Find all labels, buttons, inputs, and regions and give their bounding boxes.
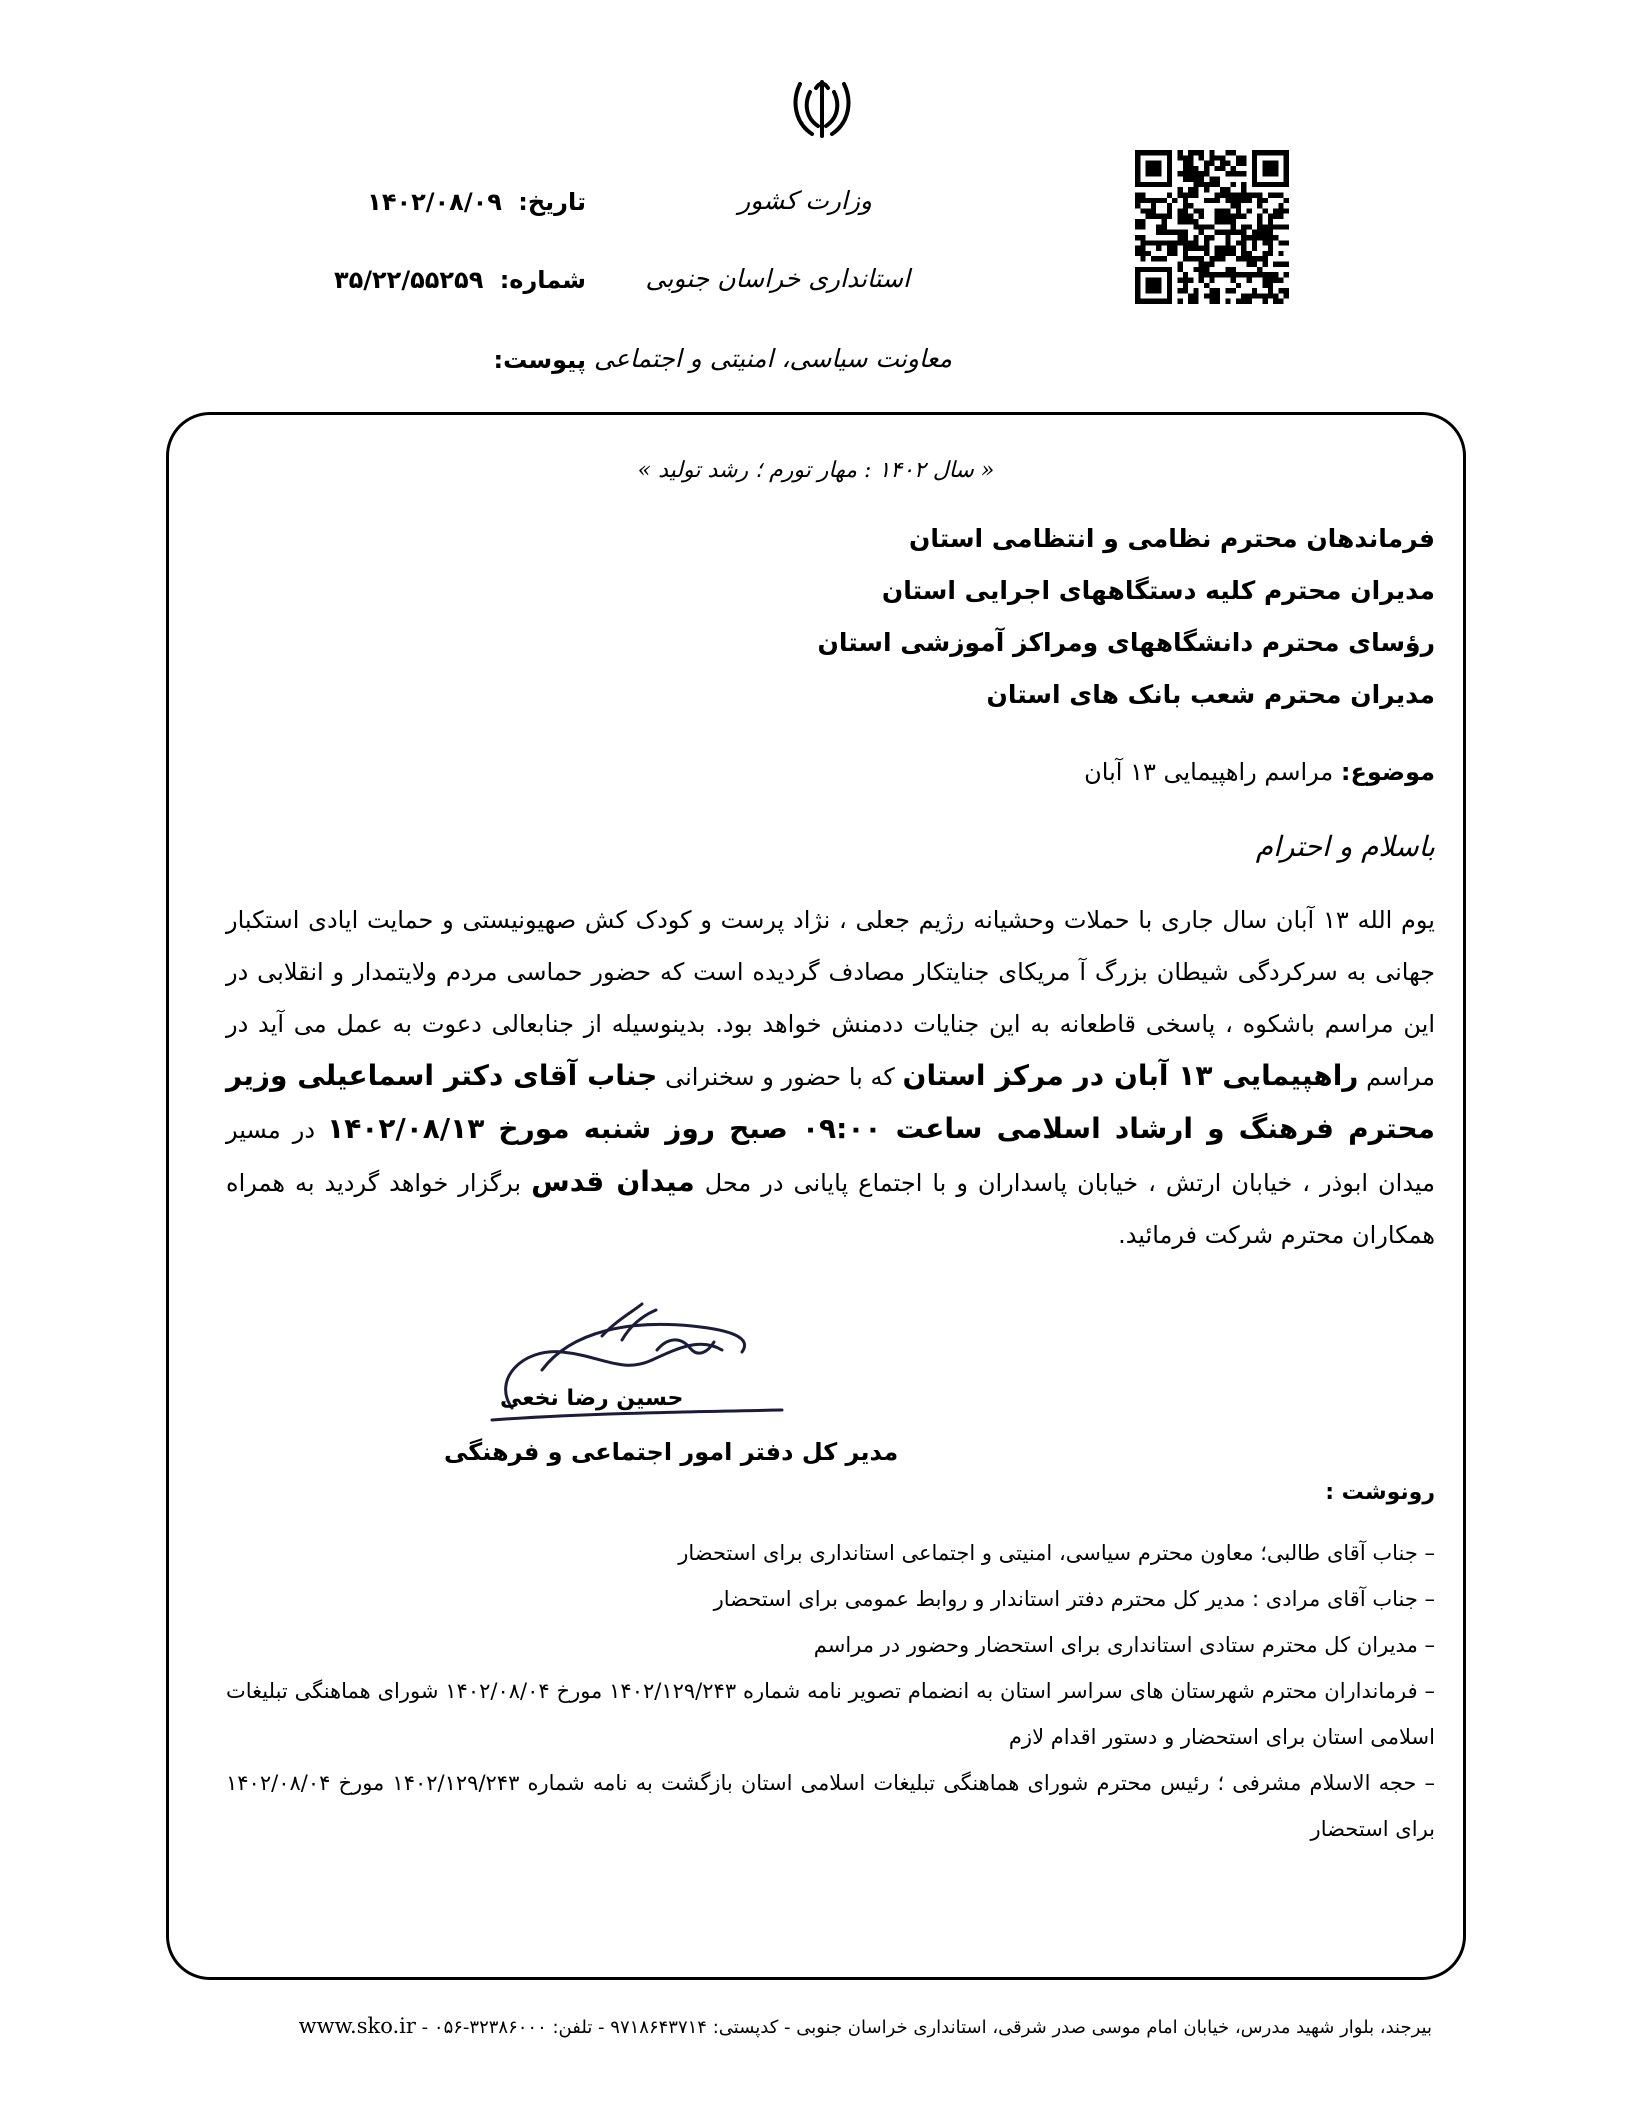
qr-code [1132, 150, 1292, 304]
date-value: ۱۴۰۲/۰۸/۰۹ [367, 188, 502, 216]
number-label: شماره: [499, 266, 586, 294]
governorate-name: استانداری خراسان جنوبی [645, 264, 910, 293]
footer [299, 2014, 1432, 2038]
attachment-field [486, 346, 586, 374]
footer-address: بیرجند، بلوار شهید مدرس، خیابان امام موسی صدر شرقی، استانداری خراسان جنوبی - کدپستی: ۹۷۱۸۶۴۳۷۱۴ - تلفن: ۳۲۳۸۶۰۰۰-۰۵۶ - [415, 2017, 1432, 2038]
number-value: ۳۵/۲۲/۵۵۲۵۹ [333, 266, 484, 294]
signer-name: حسین رضا نخعی [500, 1386, 684, 1411]
body-text-2: که با حضور و سخنرانی [657, 1063, 903, 1091]
cc-item: – مدیران کل محترم ستادی استانداری برای استحضار وحضور در مراسم [813, 1633, 1435, 1657]
cc-item: – جناب آقای طالبی؛ معاون محترم سیاسی، امنیتی و اجتماعی استانداری برای استحضار [678, 1541, 1435, 1565]
ministry-name: وزارت کشور [738, 186, 872, 215]
subject-label: موضوع: [1340, 758, 1435, 786]
subject-text: مراسم راهپیمایی ۱۳ آبان [1084, 758, 1341, 786]
letter-body [226, 894, 1435, 1261]
recipient-line: رؤسای محترم دانشگاههای ومراکز آموزشی استان [817, 628, 1435, 657]
cc-item: – جناب آقای مرادی : مدیر کل محترم دفتر استاندار و روابط عمومی برای استحضار [713, 1587, 1435, 1611]
body-bold-event: راهپیمایی ۱۳ آبان در مرکز استان [902, 1059, 1359, 1092]
date-label: تاریخ: [518, 188, 586, 216]
greeting: باسلام و احترام [1255, 830, 1435, 863]
subject-line [1084, 758, 1435, 786]
body-bold-venue: میدان قدس [531, 1165, 695, 1198]
cc-item: – حجه الاسلام مشرفی ؛ رئیس محترم شورای هماهنگی تبلیغات اسلامی استان بازگشت به نامه شماره ۱۴۰۲/۱۲۹/۲۴۳ مورخ ۱۴۰۲/۰۸/۰۴ برای استحضار [226, 1771, 1435, 1841]
body-bold-speaker-time: جناب آقای دکتر اسماعیلی وزیر محترم فرهنگ و ارشاد اسلامی ساعت ۰۹:۰۰ صبح روز شنبه مورخ ۱۴۰۲/۰۸/۱۳ [226, 1059, 1435, 1145]
date-field [367, 188, 586, 216]
number-field [334, 266, 586, 294]
iran-emblem-icon [790, 78, 854, 144]
signer-title: مدیر کل دفتر امور اجتماعی و فرهنگی [444, 1438, 899, 1466]
handwritten-signature [452, 1290, 792, 1440]
deputy-name: معاونت سیاسی، امنیتی و اجتماعی [593, 344, 952, 373]
recipient-line: فرماندهان محترم نظامی و انتظامی استان [909, 524, 1435, 553]
body-text-4: برگزار خواهد گردید به همراه همکاران محترم شرکت فرمائید. [226, 1169, 1435, 1249]
footer-website: www.sko.ir [298, 2014, 416, 2038]
cc-item: – فرمانداران محترم شهرستان های سراسر استان به انضمام تصویر نامه شماره ۱۴۰۲/۱۲۹/۲۴۳ مورخ ۱۴۰۲/۰۸/۰۴ شورای هماهنگی تبلیغات اسلامی استان برای استحضار و دستور اقدام لازم [226, 1679, 1436, 1749]
recipient-line: مدیران محترم کلیه دستگاههای اجرایی استان [881, 576, 1435, 605]
cc-list [226, 1530, 1435, 1852]
body-text-3: در مسیر میدان ابوذر ، خیابان ارتش ، خیابان پاسداران و با اجتماع پایانی در محل [226, 1116, 1436, 1197]
year-slogan: « سال ۱۴۰۲ : مهار تورم ؛ رشد تولید » [637, 458, 995, 483]
cc-heading: رونوشت : [1325, 1480, 1435, 1505]
body-text-1: یوم الله ۱۳ آبان سال جاری با حملات وحشیانه رژیم جعلی ، نژاد پرست و کودک کش صهیونیستی و حمایت ایادی استکبار جهانی به سرکردگی شیطان بزرگ آ مریکای جنایتکار مصادف گردیده است که حضور حماسی مردم ولایتمدار و انقلابی در این مراسم باشکوه ، پاسخی قاطعانه به این جنایات ددمنش خواهد بود. بدینوسیله از جنابعالی دعوت به عمل می آید در مراسم [226, 906, 1435, 1091]
recipient-line: مدیران محترم شعب بانک های استان [986, 680, 1435, 709]
attachment-label: پیوست: [493, 346, 586, 374]
